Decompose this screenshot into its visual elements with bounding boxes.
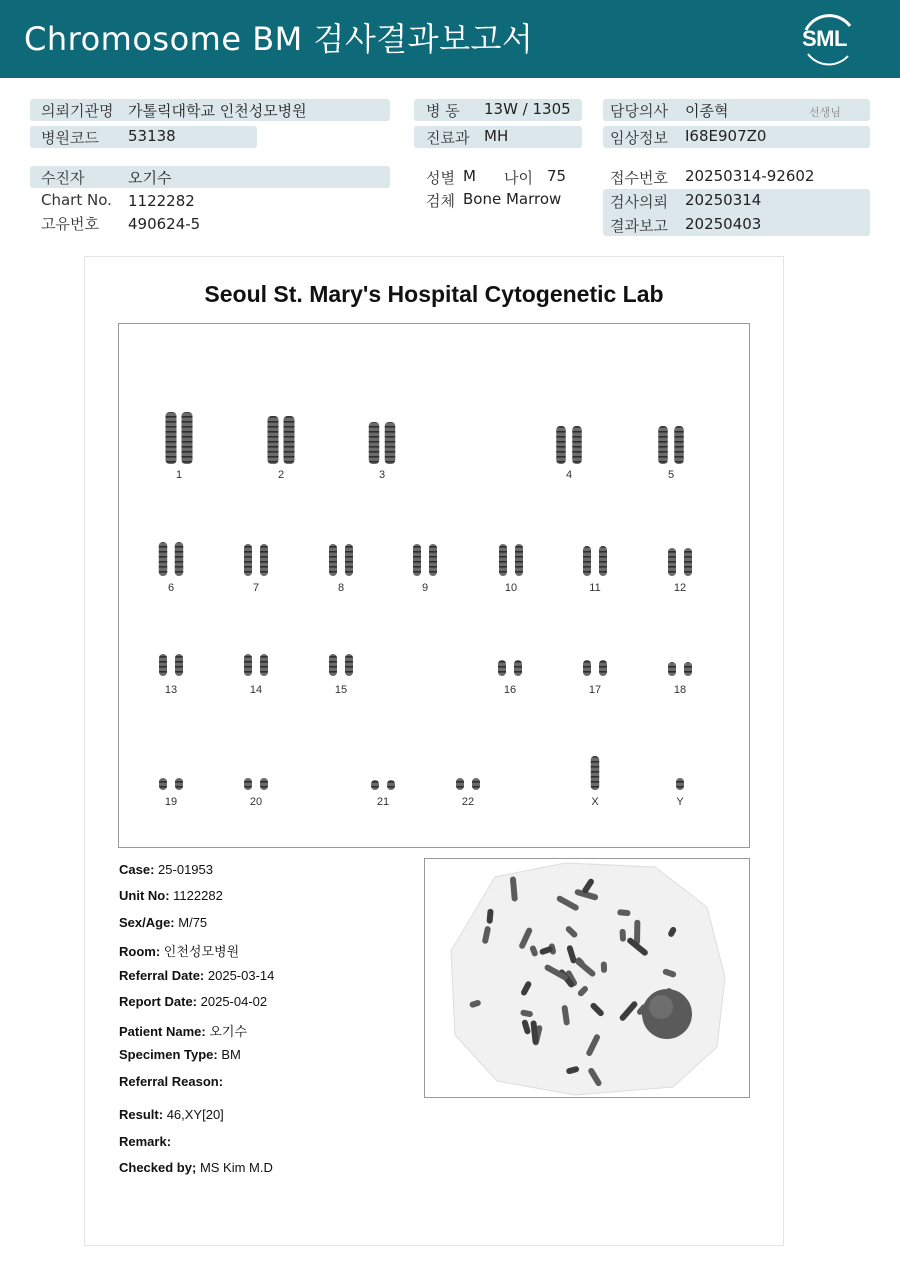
patient-name-value: 오기수: [209, 1024, 248, 1039]
checked-row: [119, 1160, 273, 1175]
chromosome-y: [676, 778, 684, 790]
chromosome-22-chromatid: [456, 778, 464, 790]
chromosome-14-label: 14: [249, 684, 263, 696]
doctor-value: 이종혁: [685, 102, 729, 120]
chromosome-13-label: 13: [164, 684, 178, 696]
chromosome-3-label: 3: [378, 469, 386, 481]
receipt-value: 20250314-92602: [685, 167, 815, 185]
chromosome-4: [556, 426, 582, 464]
chromosome-12-chromatid: [668, 548, 676, 576]
room-row: [119, 941, 239, 960]
chromosome-1-chromatid: [166, 412, 177, 464]
clinical-value: I68E907Z0: [685, 127, 767, 145]
chromosome-7-label: 7: [252, 582, 260, 594]
unit-row: [119, 888, 223, 903]
chromosome-15: [329, 654, 353, 676]
request-value: 20250314: [685, 191, 762, 209]
chromosome-18-label: 18: [673, 684, 687, 696]
chromosome-2-chromatid: [268, 416, 279, 464]
unit-value: 1122282: [173, 888, 223, 903]
chromosome-8: [329, 544, 353, 576]
unique-value: 490624-5: [128, 215, 201, 233]
chromosome-y-label: Y: [676, 796, 684, 808]
chromosome-13: [159, 654, 183, 676]
chromosome-19-label: 19: [164, 796, 178, 808]
chromosome-5: [658, 426, 684, 464]
chromosome-y-chromatid: [676, 778, 684, 790]
checked-value: MS Kim M.D: [199, 1160, 273, 1175]
chromosome-3-chromatid: [369, 422, 380, 464]
sexage-row: [119, 915, 207, 930]
chromosome-11: [583, 546, 607, 576]
referral-date-label: Referral Date:: [119, 968, 205, 983]
institution-label: 의뢰기관명: [41, 102, 114, 120]
karyotype-report: [84, 256, 784, 1246]
chromosome-17-chromatid: [583, 660, 591, 676]
hospital-code-label: 병원코드: [41, 129, 99, 147]
chart-label: Chart No.: [41, 191, 112, 209]
chromosome-8-chromatid: [345, 544, 353, 576]
karyogram: [118, 323, 750, 848]
patient-name-label: Patient Name:: [119, 1024, 206, 1039]
specimen-value: Bone Marrow: [463, 190, 562, 208]
chromosome-22: [456, 778, 480, 790]
chromosome-4-chromatid: [572, 426, 582, 464]
specimen-label: 검체: [426, 192, 455, 210]
specimen-type-row: [119, 1047, 241, 1062]
report-date-value: 20250403: [685, 215, 762, 233]
metaphase-image: [424, 858, 750, 1098]
chromosome-1: [166, 412, 193, 464]
chromosome-7-chromatid: [244, 544, 252, 576]
chromosome-10-chromatid: [515, 544, 523, 576]
case-label: Case:: [119, 862, 155, 877]
chromosome-20-chromatid: [260, 778, 268, 790]
chromosome-9-label: 9: [421, 582, 429, 594]
chromosome-13-chromatid: [175, 654, 183, 676]
chromosome-x-chromatid: [591, 756, 600, 790]
chromosome-2-label: 2: [277, 469, 285, 481]
chromosome-15-label: 15: [334, 684, 348, 696]
result-label: Result:: [119, 1107, 164, 1122]
chromosome-3-chromatid: [385, 422, 396, 464]
metaphase-chromosome: [601, 961, 607, 973]
sex-value: M: [463, 167, 476, 185]
referral-reason-row: [119, 1074, 223, 1089]
chromosome-6-label: 6: [167, 582, 175, 594]
chromosome-7: [244, 544, 268, 576]
referral-date-row: [119, 968, 274, 983]
chromosome-12-chromatid: [684, 548, 692, 576]
chromosome-4-chromatid: [556, 426, 566, 464]
examinee-label: 수진자: [41, 169, 85, 187]
ward-label: 병 동: [426, 102, 460, 120]
chromosome-7-chromatid: [260, 544, 268, 576]
clinical-label: 임상정보: [610, 129, 668, 147]
report-title: Chromosome BM 검사결과보고서: [24, 20, 534, 58]
report-date-label: 결과보고: [610, 217, 668, 235]
sexage-value: M/75: [178, 915, 208, 930]
chromosome-5-label: 5: [667, 469, 675, 481]
case-value: 25-01953: [158, 862, 213, 877]
dept-label: 진료과: [426, 129, 470, 147]
dept-value: MH: [484, 127, 509, 145]
report-date-row: [119, 994, 267, 1009]
report-header: [0, 0, 900, 78]
chromosome-18-chromatid: [668, 662, 676, 676]
metaphase-chromosome: [619, 929, 626, 942]
lab-title: Seoul St. Mary's Hospital Cytogenetic Lab: [204, 281, 664, 307]
chromosome-17: [583, 660, 607, 676]
chromosome-6-chromatid: [175, 542, 184, 576]
chromosome-x-label: X: [591, 796, 599, 808]
age-label: 나이: [504, 169, 533, 187]
sex-label: 성별: [426, 169, 455, 187]
chromosome-1-chromatid: [182, 412, 193, 464]
chromosome-15-chromatid: [345, 654, 353, 676]
checked-label: Checked by;: [119, 1160, 197, 1175]
remark-label: Remark:: [119, 1134, 172, 1149]
referral-date-value: 2025-03-14: [207, 968, 275, 983]
chromosome-8-chromatid: [329, 544, 337, 576]
chromosome-20: [244, 778, 268, 790]
logo-text: SML: [802, 26, 847, 51]
chromosome-16-label: 16: [503, 684, 517, 696]
specimen-type-label: Specimen Type:: [119, 1047, 218, 1062]
chromosome-5-chromatid: [658, 426, 668, 464]
chromosome-10-label: 10: [504, 582, 518, 594]
chromosome-17-label: 17: [588, 684, 602, 696]
chromosome-18-chromatid: [684, 662, 692, 676]
chromosome-20-label: 20: [249, 796, 263, 808]
chromosome-16: [498, 660, 522, 676]
report-date-label-2: Report Date:: [119, 994, 198, 1009]
chromosome-14-chromatid: [244, 654, 252, 676]
chromosome-12-label: 12: [673, 582, 687, 594]
unit-label: Unit No:: [119, 888, 170, 903]
chart-value: 1122282: [128, 192, 195, 210]
chromosome-14: [244, 654, 268, 676]
sexage-label: Sex/Age:: [119, 915, 175, 930]
chromosome-19-chromatid: [175, 778, 183, 790]
chromosome-6-chromatid: [159, 542, 168, 576]
chromosome-21-chromatid: [387, 780, 395, 790]
chromosome-22-chromatid: [472, 778, 480, 790]
unique-label: 고유번호: [41, 215, 99, 233]
specimen-type-value: BM: [221, 1047, 241, 1062]
chromosome-4-label: 4: [565, 469, 573, 481]
receipt-label: 접수번호: [610, 169, 668, 187]
ward-value: 13W / 1305: [484, 100, 571, 118]
chromosome-20-chromatid: [244, 778, 252, 790]
chromosome-2-chromatid: [284, 416, 295, 464]
chromosome-x: [591, 756, 600, 790]
chromosome-12: [668, 548, 692, 576]
examinee-value: 오기수: [128, 169, 172, 187]
chromosome-11-label: 11: [589, 582, 601, 594]
age-value: 75: [547, 167, 567, 185]
result-row: [119, 1107, 224, 1122]
hospital-code-value: 53138: [128, 127, 176, 145]
chromosome-5-chromatid: [674, 426, 684, 464]
chromosome-21-label: 21: [376, 796, 390, 808]
chromosome-11-chromatid: [599, 546, 607, 576]
institution-value: 가톨릭대학교 인천성모병원: [128, 102, 307, 120]
result-value: 46,XY[20]: [166, 1107, 224, 1122]
chromosome-17-chromatid: [599, 660, 607, 676]
chromosome-11-chromatid: [583, 546, 591, 576]
doctor-suffix: 선생님: [809, 106, 841, 119]
chromosome-16-chromatid: [514, 660, 522, 676]
doctor-label: 담당의사: [610, 102, 668, 120]
chromosome-6: [159, 542, 184, 576]
chromosome-22-label: 22: [461, 796, 475, 808]
chromosome-8-label: 8: [337, 582, 345, 594]
chromosome-9: [413, 544, 437, 576]
report-date-value-2: 2025-04-02: [200, 994, 268, 1009]
chromosome-1-label: 1: [175, 469, 183, 481]
chromosome-21: [371, 780, 395, 790]
chromosome-19-chromatid: [159, 778, 167, 790]
remark-row: [119, 1134, 171, 1149]
chromosome-18: [668, 662, 692, 676]
room-value: 인천성모병원: [163, 944, 240, 959]
metaphase-spread: [425, 859, 749, 1097]
case-row: [119, 862, 213, 877]
referral-reason-label: Referral Reason:: [119, 1074, 224, 1089]
request-label: 검사의뢰: [610, 193, 668, 211]
chromosome-15-chromatid: [329, 654, 337, 676]
chromosome-14-chromatid: [260, 654, 268, 676]
chromosome-3: [369, 422, 396, 464]
patient-name-row: [119, 1021, 247, 1040]
chromosome-19: [159, 778, 183, 790]
chromosome-21-chromatid: [371, 780, 379, 790]
chromosome-10: [499, 544, 523, 576]
room-label: Room:: [119, 944, 161, 959]
chromosome-9-chromatid: [413, 544, 421, 576]
chromosome-10-chromatid: [499, 544, 507, 576]
chromosome-9-chromatid: [429, 544, 437, 576]
chromosome-2: [268, 416, 295, 464]
chromosome-16-chromatid: [498, 660, 506, 676]
chromosome-13-chromatid: [159, 654, 167, 676]
